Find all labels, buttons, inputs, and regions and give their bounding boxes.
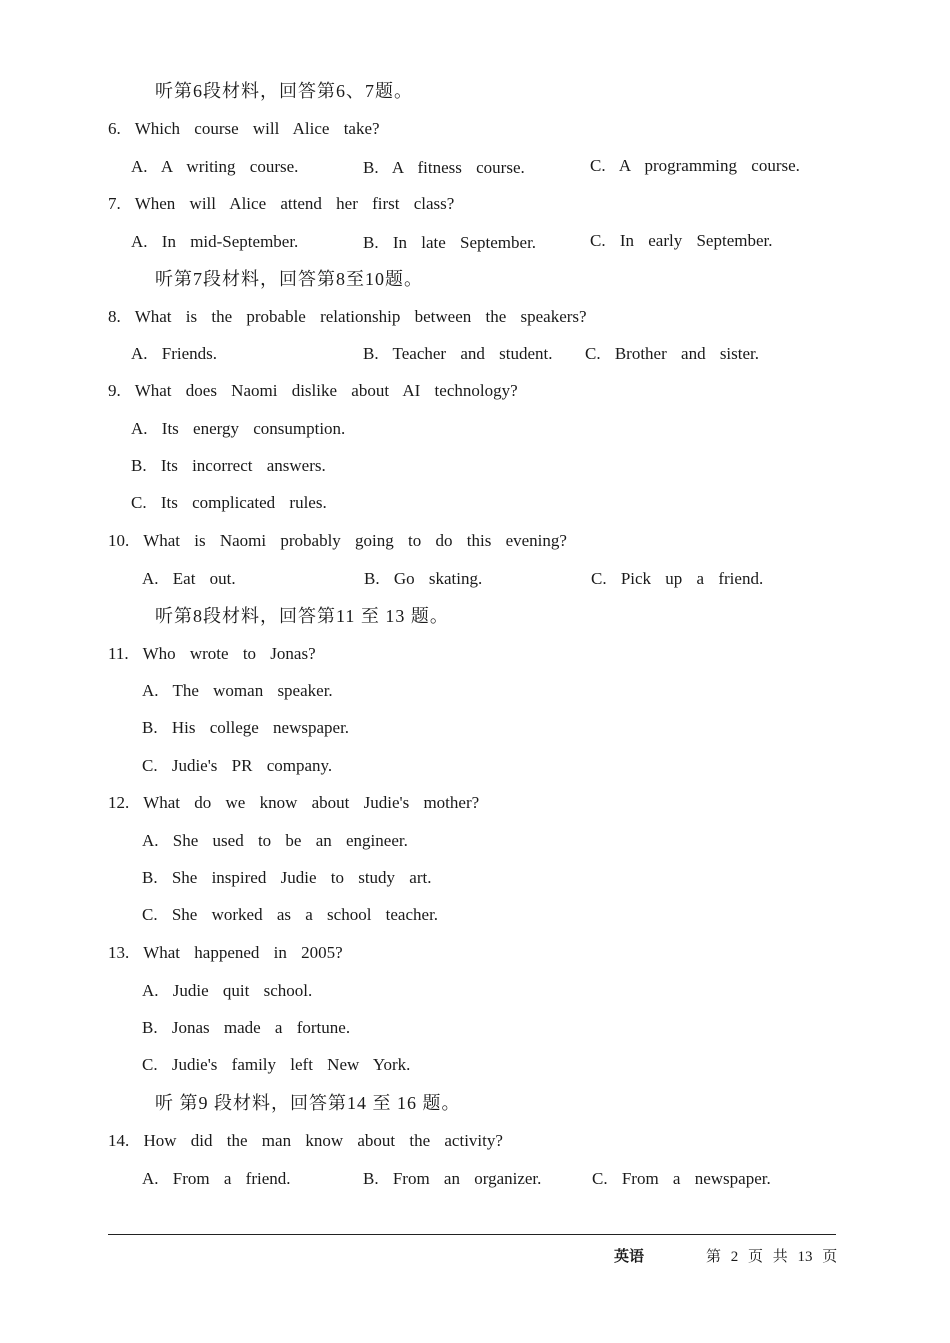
question-number: 14. [108,1131,130,1150]
option-c: C. Judie's family left New York. [142,1055,411,1074]
section-header: 听第8段材料，回答第11 至 13 题。 [155,606,449,626]
option-a: A. Eat out. [142,569,236,588]
question-9 [108,380,518,402]
question-text: What does Naomi dislike about AI technology? [134,381,518,400]
option-c: C. Judie's PR company. [142,756,333,775]
option-b: B. In late September. [363,233,537,252]
question-number: 11. [108,644,129,663]
option-a: A. Judie quit school. [142,981,313,1000]
option-a: A. Friends. [131,344,218,363]
option-a: A. A writing course. [131,157,299,176]
option-c: C. A programming course. [590,156,800,175]
option-b: B. Teacher and student. [363,344,553,363]
question-text: How did the man know about the activity? [143,1131,503,1150]
question-text: What is the probable relationship between the speakers? [134,307,587,326]
option-c: C. From a newspaper. [592,1169,771,1188]
option-c: C. Brother and sister. [585,344,760,363]
option-a: A. She used to be an engineer. [142,831,408,850]
question-number: 9. [108,381,121,400]
question-number: 6. [108,119,121,138]
footer-subject: 英语 [614,1247,645,1265]
option-a: A. From a friend. [142,1169,291,1188]
question-text: What happened in 2005? [143,943,343,962]
footer-page-number: 第 2 页 共 13 页 [706,1249,838,1265]
option-c: C. Its complicated rules. [131,493,327,512]
question-13 [108,942,343,964]
question-number: 7. [108,194,121,213]
question-number: 10. [108,531,130,550]
option-b: B. She inspired Judie to study art. [142,868,432,887]
question-text: What is Naomi probably going to do this evening? [143,531,567,550]
section-header: 听第7段材料，回答第8至10题。 [155,269,423,289]
question-number: 12. [108,793,130,812]
option-a: A. Its energy consumption. [131,419,346,438]
option-a: A. In mid-September. [131,232,299,251]
question-10 [108,530,567,552]
option-b: B. Jonas made a fortune. [142,1018,351,1037]
section-header: 听 第9 段材料，回答第14 至 16 题。 [155,1093,461,1113]
question-14 [108,1130,503,1152]
question-text: Who wrote to Jonas? [142,644,316,663]
question-number: 8. [108,307,121,326]
question-text: When will Alice attend her first class? [134,194,455,213]
question-7 [108,193,454,215]
option-c: C. In early September. [590,231,773,250]
footer-divider [108,1234,836,1235]
section-header: 听第6段材料，回答第6、7题。 [155,81,413,101]
question-12 [108,792,479,814]
question-number: 13. [108,943,130,962]
question-6 [108,118,380,140]
option-b: B. Its incorrect answers. [131,456,326,475]
question-text: What do we know about Judie's mother? [143,793,480,812]
option-b: B. His college newspaper. [142,718,350,737]
option-b: B. A fitness course. [363,158,525,177]
question-11 [108,643,316,665]
option-a: A. The woman speaker. [142,681,333,700]
option-c: C. She worked as a school teacher. [142,905,439,924]
question-8 [108,306,587,328]
question-text: Which course will Alice take? [134,119,380,138]
option-b: B. Go skating. [364,569,483,588]
option-b: B. From an organizer. [363,1169,542,1188]
option-c: C. Pick up a friend. [591,569,764,588]
